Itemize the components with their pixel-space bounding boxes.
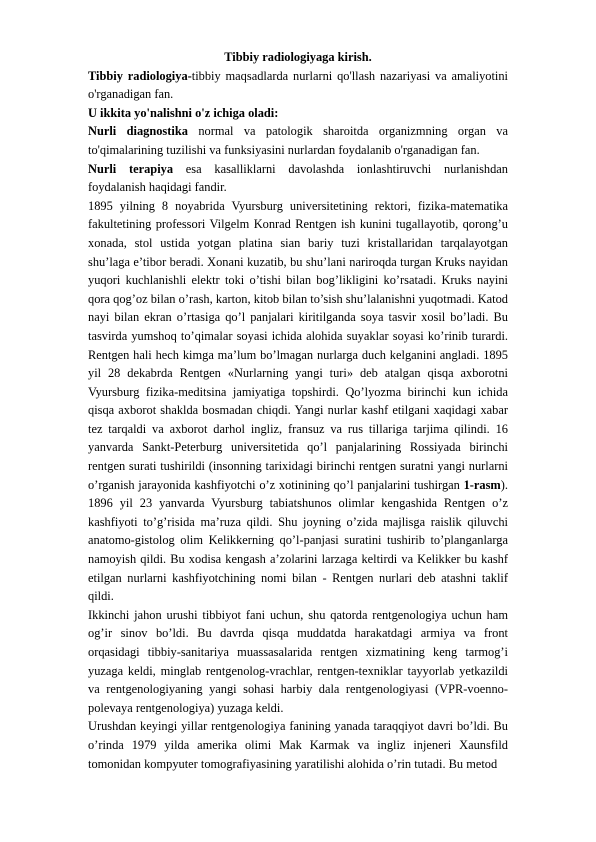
history-text-part1: 1895 yilning 8 noyabrida Vyursburg universitetining rektori, fizika-matematika fakultetining professori Vilgelm Konrad Rentgen ish kunini tugallayotib, qorong’u xonada, stol ustida yotgan platina sian bariy tuzi kristallaridan tarqalayotgan shu’laga e’tibor beradi. Xonani kuzatib, bu shu’lani nariroqda turgan Kruks nayidan yuqori kuchlanishli elektr toki o’tishi bilan bog’likligini ko’rsatadi. Kruks nayini qora qog’oz bilan o’rash, karton, kitob bilan to’sish shu’lalanishni yuqotmadi. Katod nayi bilan ekran o’rtasiga qo’l panjalari kiritilganda soya tasvir xosil bo’ladi. Bu tasvirda yumshoq to’qimalar soyasi ichida alohida suyaklar soyasi ko’rinib turardi. Rentgen hali hech kimga ma’lum bo’lmagan nurlarga duch kelganini angladi. 1895 yil 28 dekabrda Rentgen «Nurlarning yangi turi» deb atalgan qisqa axborotni Vyursburg fizika-meditsina jamiyatiga topshirdi. Qo’lyozma birinchi kun ichida qisqa axborot shaklda bosmadan chiqdi. Yangi nurlar kashf etilgani xaqidagi xabar tez tarqaldi va axborot darhol ingliz, fransuz va rus tillariga tarjima qilindi. 16 yanvarda Sankt-Peterburg universitetida qo’l panjalarining Rossiyada birinchi rentgen surati tushirildi (insonning tarixidagi birinchi rentgen suratni yangi nurlarni o’rganish jarayonida kashfiyotchi o’z xotinining qo’l panjalarini tushirgan bbox=[88, 198, 508, 492]
term-nurli-diagnostika: Nurli diagnostika bbox=[88, 124, 188, 139]
term-tibbiy-radiologiya: Tibbiy radiologiya- bbox=[88, 68, 192, 83]
paragraph-ww2-radiology: Ikkinchi jahon urushi tibbiyot fani uchun, shu qatorda rentgenologiya uchun ham og’ir sinov bo’ldi. Bu davrda qisqa muddatda harakatdagi armiya va front orqasidagi tibbiy-sanitariya muassasalarida rentgen xizmatining keng tarmog’i yuzaga keldi, minglab rentgenolog-vrachlar, rentgen-texniklar tayyorlab yetkazildi va rentgenologiyaning yangi sohasi harbiy dala rentgenologiyasi (VPR-voenno-polevaya rentgenologiya) yuzaga keldi. bbox=[88, 607, 508, 715]
definition-text: tibbiy maqsadlarda nurlarni qo'llash nazariyasi va amaliyotini o'rganadigan fan. bbox=[88, 68, 508, 102]
paragraph-nurli-diagnostika bbox=[88, 122, 508, 159]
paragraph-history-rentgen bbox=[88, 197, 508, 606]
diagnostika-text: normal va patologik sharoitda organizmning organ va to'qimalarining tuzilishi va funksiyasini nurlardan foydalanib o'rganadigan fan. bbox=[88, 124, 509, 157]
term-nurli-terapiya: Nurli terapiya bbox=[88, 161, 174, 176]
terapiya-text: esa kasalliklarni davolashda ionlashtiruvchi nurlanishdan foydalanish haqidagi fandir. bbox=[88, 161, 508, 195]
paragraph-definition-radiology bbox=[88, 67, 508, 104]
paragraph-postwar-radiology: Urushdan keyingi yillar rentgenologiya fanining yanada taraqqiyot davri bo’ldi. Bu o’rinda 1979 yilda amerika olimi Mak Karmak va ingliz injeneri Xaunsfild tomonidan kompyuter tomografiyasining yaratilishi alohida o’rin tutadi. Bu metod bbox=[88, 719, 508, 771]
figure-reference: 1-rasm bbox=[463, 477, 501, 492]
document-page bbox=[88, 48, 508, 773]
paragraph-nurli-terapiya bbox=[88, 160, 508, 197]
document-title: Tibbiy radiologiyaga kirish. bbox=[224, 50, 372, 64]
paragraph-directions-heading: U ikkita yo'nalishni o'z ichiga oladi: bbox=[88, 105, 279, 120]
history-text-part2: ). 1896 yil 23 yanvarda Vyursburg tabiatshunos olimlar kengashida Rentgen o’z kashfiyoti to’g’risida ma’ruza qildi. Shu joyning o’zida majlisga raislik qiluvchi anatomo-gistolog olim Kelikkerning qo’l-panjasi suratini tushirib to’planganlarga namoyish qildi. Bu xodisa kengash a’zolarini larzaga keltirdi va Kelikker bu kashf etilgan nurlarni kashfiyotchining nomi bilan - Rentgen nurlari deb atashni taklif qildi. bbox=[88, 477, 508, 604]
